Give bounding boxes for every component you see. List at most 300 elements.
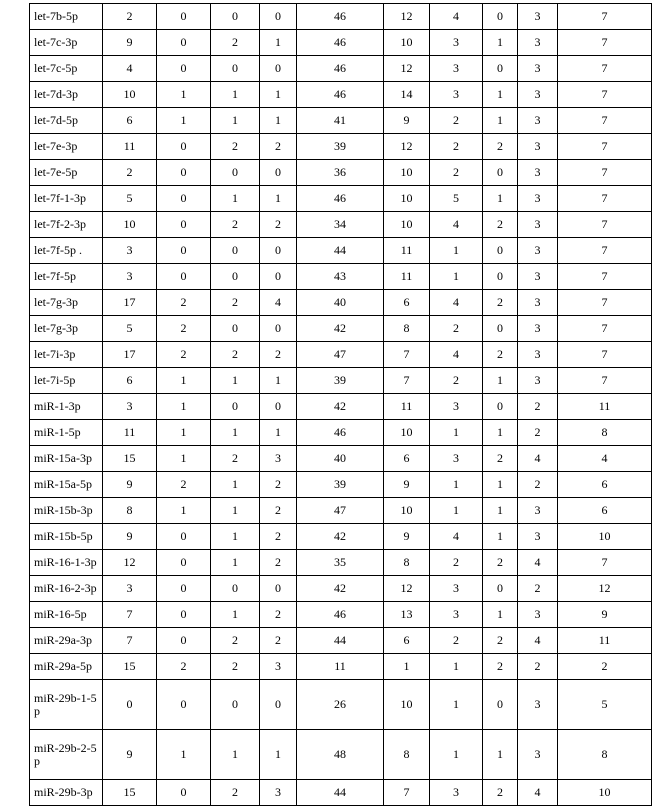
value-cell: 1 xyxy=(157,108,211,134)
value-cell: 0 xyxy=(157,56,211,82)
value-cell: 1 xyxy=(157,82,211,108)
value-cell: 7 xyxy=(103,628,157,654)
value-cell: 8 xyxy=(384,550,430,576)
value-cell: 7 xyxy=(558,238,652,264)
value-cell: 12 xyxy=(384,576,430,602)
mirna-name-cell: miR-15a-5p xyxy=(30,472,103,498)
value-cell: 46 xyxy=(297,82,384,108)
value-cell: 46 xyxy=(297,56,384,82)
value-cell: 0 xyxy=(157,134,211,160)
value-cell: 46 xyxy=(297,602,384,628)
table-row xyxy=(30,420,652,446)
value-cell: 2 xyxy=(518,654,558,680)
value-cell: 0 xyxy=(211,264,260,290)
value-cell: 2 xyxy=(211,654,260,680)
mirna-name-cell: let-7i-3p xyxy=(30,342,103,368)
mirna-data-table xyxy=(29,3,652,806)
value-cell: 2 xyxy=(211,446,260,472)
mirna-name-cell: miR-15b-5p xyxy=(30,524,103,550)
value-cell: 2 xyxy=(260,602,297,628)
value-cell: 2 xyxy=(430,316,483,342)
value-cell: 2 xyxy=(157,472,211,498)
table-row xyxy=(30,780,652,806)
value-cell: 1 xyxy=(430,238,483,264)
value-cell: 11 xyxy=(384,264,430,290)
value-cell: 2 xyxy=(430,550,483,576)
value-cell: 3 xyxy=(103,576,157,602)
value-cell: 2 xyxy=(518,394,558,420)
value-cell: 3 xyxy=(518,160,558,186)
mirna-name-cell: let-7f-5p . xyxy=(30,238,103,264)
value-cell: 1 xyxy=(483,472,518,498)
table-row xyxy=(30,212,652,238)
value-cell: 10 xyxy=(103,82,157,108)
value-cell: 36 xyxy=(297,160,384,186)
value-cell: 0 xyxy=(483,56,518,82)
value-cell: 3 xyxy=(518,602,558,628)
value-cell: 1 xyxy=(483,108,518,134)
value-cell: 7 xyxy=(558,4,652,30)
value-cell: 0 xyxy=(483,394,518,420)
table-row xyxy=(30,342,652,368)
value-cell: 2 xyxy=(483,446,518,472)
value-cell: 9 xyxy=(103,524,157,550)
value-cell: 7 xyxy=(558,316,652,342)
value-cell: 4 xyxy=(518,446,558,472)
value-cell: 0 xyxy=(157,780,211,806)
value-cell: 0 xyxy=(260,316,297,342)
value-cell: 0 xyxy=(157,186,211,212)
mirna-name-cell: miR-16-5p xyxy=(30,602,103,628)
value-cell: 2 xyxy=(260,550,297,576)
value-cell: 3 xyxy=(518,108,558,134)
value-cell: 10 xyxy=(384,212,430,238)
value-cell: 0 xyxy=(157,238,211,264)
value-cell: 9 xyxy=(558,602,652,628)
value-cell: 47 xyxy=(297,498,384,524)
value-cell: 6 xyxy=(384,290,430,316)
value-cell: 3 xyxy=(430,30,483,56)
value-cell: 7 xyxy=(558,342,652,368)
value-cell: 10 xyxy=(103,212,157,238)
value-cell: 1 xyxy=(211,472,260,498)
value-cell: 7 xyxy=(384,780,430,806)
value-cell: 2 xyxy=(430,160,483,186)
value-cell: 2 xyxy=(211,212,260,238)
table-row xyxy=(30,680,652,730)
value-cell: 2 xyxy=(157,290,211,316)
value-cell: 2 xyxy=(260,524,297,550)
value-cell: 3 xyxy=(518,368,558,394)
value-cell: 11 xyxy=(103,420,157,446)
value-cell: 0 xyxy=(103,680,157,730)
value-cell: 4 xyxy=(430,290,483,316)
value-cell: 3 xyxy=(430,602,483,628)
value-cell: 2 xyxy=(518,420,558,446)
table-row xyxy=(30,602,652,628)
value-cell: 7 xyxy=(558,550,652,576)
table-row xyxy=(30,186,652,212)
mirna-name-cell: miR-1-5p xyxy=(30,420,103,446)
value-cell: 4 xyxy=(430,524,483,550)
value-cell: 5 xyxy=(103,186,157,212)
value-cell: 1 xyxy=(483,368,518,394)
value-cell: 0 xyxy=(211,160,260,186)
value-cell: 0 xyxy=(211,576,260,602)
value-cell: 8 xyxy=(384,316,430,342)
value-cell: 6 xyxy=(384,628,430,654)
mirna-name-cell: let-7d-5p xyxy=(30,108,103,134)
value-cell: 1 xyxy=(430,264,483,290)
value-cell: 1 xyxy=(430,420,483,446)
table-row xyxy=(30,264,652,290)
value-cell: 3 xyxy=(518,134,558,160)
value-cell: 0 xyxy=(483,316,518,342)
value-cell: 0 xyxy=(157,628,211,654)
value-cell: 13 xyxy=(384,602,430,628)
value-cell: 42 xyxy=(297,316,384,342)
value-cell: 2 xyxy=(211,342,260,368)
value-cell: 4 xyxy=(518,780,558,806)
mirna-name-cell: miR-1-3p xyxy=(30,394,103,420)
mirna-name-cell: miR-16-1-3p xyxy=(30,550,103,576)
value-cell: 46 xyxy=(297,420,384,446)
value-cell: 7 xyxy=(558,186,652,212)
value-cell: 0 xyxy=(483,238,518,264)
value-cell: 1 xyxy=(260,420,297,446)
value-cell: 3 xyxy=(430,82,483,108)
mirna-name-cell: let-7d-3p xyxy=(30,82,103,108)
table-row xyxy=(30,238,652,264)
value-cell: 2 xyxy=(483,654,518,680)
value-cell: 2 xyxy=(518,472,558,498)
value-cell: 4 xyxy=(518,550,558,576)
value-cell: 17 xyxy=(103,342,157,368)
value-cell: 1 xyxy=(211,82,260,108)
table-row xyxy=(30,654,652,680)
value-cell: 0 xyxy=(483,264,518,290)
value-cell: 0 xyxy=(211,4,260,30)
mirna-name-cell: let-7g-3p xyxy=(30,316,103,342)
value-cell: 5 xyxy=(558,680,652,730)
value-cell: 1 xyxy=(430,472,483,498)
value-cell: 5 xyxy=(103,316,157,342)
value-cell: 1 xyxy=(483,82,518,108)
value-cell: 8 xyxy=(103,498,157,524)
value-cell: 0 xyxy=(157,680,211,730)
value-cell: 7 xyxy=(558,160,652,186)
value-cell: 0 xyxy=(157,602,211,628)
mirna-name-cell: let-7f-5p xyxy=(30,264,103,290)
value-cell: 12 xyxy=(103,550,157,576)
value-cell: 6 xyxy=(384,446,430,472)
value-cell: 1 xyxy=(260,108,297,134)
value-cell: 3 xyxy=(430,576,483,602)
value-cell: 2 xyxy=(211,628,260,654)
table-row xyxy=(30,498,652,524)
value-cell: 3 xyxy=(103,394,157,420)
value-cell: 3 xyxy=(518,238,558,264)
value-cell: 1 xyxy=(157,498,211,524)
table-row xyxy=(30,368,652,394)
value-cell: 2 xyxy=(211,780,260,806)
value-cell: 11 xyxy=(384,394,430,420)
value-cell: 7 xyxy=(558,134,652,160)
value-cell: 7 xyxy=(558,108,652,134)
value-cell: 3 xyxy=(518,524,558,550)
value-cell: 10 xyxy=(384,30,430,56)
value-cell: 10 xyxy=(384,160,430,186)
mirna-name-cell: let-7e-5p xyxy=(30,160,103,186)
value-cell: 1 xyxy=(384,654,430,680)
value-cell: 15 xyxy=(103,446,157,472)
mirna-name-cell: miR-29b-2-5p xyxy=(30,730,103,780)
value-cell: 2 xyxy=(211,134,260,160)
value-cell: 2 xyxy=(260,472,297,498)
value-cell: 0 xyxy=(211,394,260,420)
value-cell: 0 xyxy=(157,160,211,186)
value-cell: 10 xyxy=(384,186,430,212)
value-cell: 2 xyxy=(211,30,260,56)
table-row xyxy=(30,316,652,342)
value-cell: 12 xyxy=(384,4,430,30)
value-cell: 9 xyxy=(103,730,157,780)
value-cell: 1 xyxy=(211,524,260,550)
value-cell: 1 xyxy=(211,186,260,212)
value-cell: 3 xyxy=(260,654,297,680)
value-cell: 4 xyxy=(430,212,483,238)
value-cell: 2 xyxy=(157,654,211,680)
value-cell: 1 xyxy=(260,368,297,394)
value-cell: 3 xyxy=(518,342,558,368)
value-cell: 2 xyxy=(157,342,211,368)
value-cell: 1 xyxy=(483,186,518,212)
mirna-name-cell: let-7f-2-3p xyxy=(30,212,103,238)
table-row xyxy=(30,134,652,160)
value-cell: 41 xyxy=(297,108,384,134)
value-cell: 1 xyxy=(260,82,297,108)
table-row xyxy=(30,524,652,550)
value-cell: 1 xyxy=(430,680,483,730)
value-cell: 1 xyxy=(211,420,260,446)
value-cell: 0 xyxy=(211,56,260,82)
value-cell: 8 xyxy=(558,420,652,446)
value-cell: 9 xyxy=(384,472,430,498)
value-cell: 2 xyxy=(483,780,518,806)
value-cell: 4 xyxy=(558,446,652,472)
value-cell: 1 xyxy=(430,498,483,524)
value-cell: 2 xyxy=(260,498,297,524)
value-cell: 1 xyxy=(211,498,260,524)
value-cell: 10 xyxy=(558,524,652,550)
value-cell: 0 xyxy=(157,550,211,576)
value-cell: 1 xyxy=(483,420,518,446)
value-cell: 2 xyxy=(157,316,211,342)
mirna-name-cell: miR-29a-3p xyxy=(30,628,103,654)
mirna-name-cell: let-7c-5p xyxy=(30,56,103,82)
value-cell: 2 xyxy=(558,654,652,680)
value-cell: 6 xyxy=(558,498,652,524)
mirna-name-cell: let-7b-5p xyxy=(30,4,103,30)
value-cell: 3 xyxy=(103,238,157,264)
value-cell: 1 xyxy=(260,186,297,212)
value-cell: 44 xyxy=(297,628,384,654)
value-cell: 1 xyxy=(157,394,211,420)
value-cell: 1 xyxy=(483,730,518,780)
table-row xyxy=(30,108,652,134)
value-cell: 0 xyxy=(211,680,260,730)
value-cell: 7 xyxy=(558,82,652,108)
value-cell: 43 xyxy=(297,264,384,290)
value-cell: 1 xyxy=(211,368,260,394)
value-cell: 14 xyxy=(384,82,430,108)
table-row xyxy=(30,730,652,780)
value-cell: 44 xyxy=(297,238,384,264)
value-cell: 2 xyxy=(430,628,483,654)
value-cell: 40 xyxy=(297,446,384,472)
value-cell: 0 xyxy=(211,238,260,264)
mirna-name-cell: miR-29a-5p xyxy=(30,654,103,680)
value-cell: 3 xyxy=(430,446,483,472)
mirna-name-cell: miR-29b-3p xyxy=(30,780,103,806)
value-cell: 6 xyxy=(103,108,157,134)
table-row xyxy=(30,446,652,472)
value-cell: 9 xyxy=(103,30,157,56)
value-cell: 0 xyxy=(157,4,211,30)
value-cell: 35 xyxy=(297,550,384,576)
table-row xyxy=(30,290,652,316)
mirna-name-cell: let-7f-1-3p xyxy=(30,186,103,212)
value-cell: 1 xyxy=(157,420,211,446)
value-cell: 9 xyxy=(384,524,430,550)
value-cell: 4 xyxy=(430,4,483,30)
value-cell: 1 xyxy=(430,654,483,680)
value-cell: 8 xyxy=(384,730,430,780)
value-cell: 0 xyxy=(260,4,297,30)
value-cell: 3 xyxy=(518,186,558,212)
value-cell: 7 xyxy=(384,368,430,394)
value-cell: 3 xyxy=(260,780,297,806)
value-cell: 48 xyxy=(297,730,384,780)
value-cell: 4 xyxy=(430,342,483,368)
value-cell: 0 xyxy=(260,394,297,420)
table-row xyxy=(30,82,652,108)
value-cell: 2 xyxy=(103,4,157,30)
value-cell: 0 xyxy=(260,264,297,290)
value-cell: 1 xyxy=(157,730,211,780)
value-cell: 1 xyxy=(211,550,260,576)
value-cell: 7 xyxy=(103,602,157,628)
value-cell: 3 xyxy=(518,212,558,238)
mirna-name-cell: let-7e-3p xyxy=(30,134,103,160)
value-cell: 42 xyxy=(297,576,384,602)
value-cell: 15 xyxy=(103,780,157,806)
mirna-name-cell: let-7g-3p xyxy=(30,290,103,316)
value-cell: 34 xyxy=(297,212,384,238)
value-cell: 1 xyxy=(483,498,518,524)
value-cell: 2 xyxy=(430,134,483,160)
value-cell: 3 xyxy=(518,680,558,730)
value-cell: 7 xyxy=(558,30,652,56)
value-cell: 1 xyxy=(430,730,483,780)
value-cell: 0 xyxy=(483,4,518,30)
table-body xyxy=(30,4,652,806)
value-cell: 2 xyxy=(483,342,518,368)
value-cell: 3 xyxy=(518,316,558,342)
value-cell: 39 xyxy=(297,134,384,160)
value-cell: 7 xyxy=(558,212,652,238)
value-cell: 1 xyxy=(157,368,211,394)
value-cell: 1 xyxy=(260,30,297,56)
value-cell: 2 xyxy=(430,368,483,394)
value-cell: 7 xyxy=(384,342,430,368)
value-cell: 2 xyxy=(483,212,518,238)
table-row xyxy=(30,30,652,56)
value-cell: 26 xyxy=(297,680,384,730)
value-cell: 2 xyxy=(260,342,297,368)
value-cell: 5 xyxy=(430,186,483,212)
value-cell: 10 xyxy=(384,498,430,524)
value-cell: 2 xyxy=(260,212,297,238)
value-cell: 46 xyxy=(297,4,384,30)
value-cell: 11 xyxy=(103,134,157,160)
value-cell: 3 xyxy=(518,4,558,30)
mirna-name-cell: let-7i-5p xyxy=(30,368,103,394)
value-cell: 0 xyxy=(260,56,297,82)
value-cell: 39 xyxy=(297,368,384,394)
value-cell: 3 xyxy=(430,780,483,806)
mirna-name-cell: miR-16-2-3p xyxy=(30,576,103,602)
value-cell: 10 xyxy=(384,680,430,730)
value-cell: 2 xyxy=(518,576,558,602)
value-cell: 11 xyxy=(384,238,430,264)
value-cell: 15 xyxy=(103,654,157,680)
value-cell: 7 xyxy=(558,368,652,394)
value-cell: 0 xyxy=(260,160,297,186)
value-cell: 12 xyxy=(384,134,430,160)
value-cell: 7 xyxy=(558,264,652,290)
value-cell: 3 xyxy=(518,264,558,290)
value-cell: 40 xyxy=(297,290,384,316)
value-cell: 2 xyxy=(211,290,260,316)
value-cell: 2 xyxy=(103,160,157,186)
value-cell: 4 xyxy=(518,628,558,654)
value-cell: 8 xyxy=(558,730,652,780)
value-cell: 3 xyxy=(518,290,558,316)
table-row xyxy=(30,394,652,420)
value-cell: 2 xyxy=(430,108,483,134)
mirna-name-cell: miR-15a-3p xyxy=(30,446,103,472)
value-cell: 12 xyxy=(558,576,652,602)
table-row xyxy=(30,576,652,602)
value-cell: 4 xyxy=(103,56,157,82)
value-cell: 7 xyxy=(558,56,652,82)
value-cell: 10 xyxy=(384,420,430,446)
value-cell: 2 xyxy=(483,290,518,316)
value-cell: 1 xyxy=(211,602,260,628)
value-cell: 3 xyxy=(518,56,558,82)
value-cell: 39 xyxy=(297,472,384,498)
value-cell: 1 xyxy=(211,108,260,134)
value-cell: 0 xyxy=(157,212,211,238)
value-cell: 42 xyxy=(297,394,384,420)
value-cell: 17 xyxy=(103,290,157,316)
value-cell: 1 xyxy=(157,446,211,472)
table-row xyxy=(30,56,652,82)
value-cell: 3 xyxy=(518,730,558,780)
value-cell: 1 xyxy=(483,602,518,628)
mirna-name-cell: let-7c-3p xyxy=(30,30,103,56)
